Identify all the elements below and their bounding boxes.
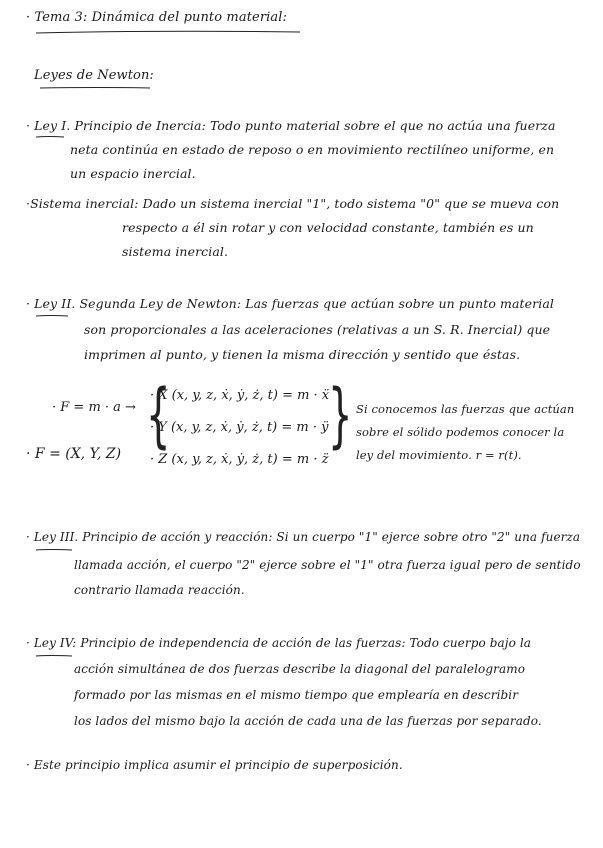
right-brace: } bbox=[328, 374, 353, 456]
component-z: · Z (x, y, z, ẋ, ẏ, ż, t) = m · z̈ bbox=[150, 452, 329, 467]
ley4-line-4: los lados del mismo bajo la acción de cada una de las fuerzas por separado. bbox=[74, 714, 542, 728]
ley3-line-3: contrario llamada reacción. bbox=[74, 583, 245, 597]
ley1-line-3: un espacio inercial. bbox=[70, 166, 196, 181]
ley1-line-1: · Ley I. Principio de Inercia: Todo punto material sobre el que no actúa una fuerza bbox=[26, 118, 556, 133]
ley2-line-1: · Ley II. Segunda Ley de Newton: Las fuerzas que actúan sobre un punto material bbox=[26, 296, 554, 311]
ley1-line-2: neta continúa en estado de reposo o en movimiento rectilíneo uniforme, en bbox=[70, 142, 555, 157]
ley4-line-2: acción simultánea de dos fuerzas describe la diagonal del paralelogramo bbox=[74, 662, 526, 676]
sistema-line-2: respecto a él sin rotar y con velocidad constante, también es un bbox=[122, 220, 534, 235]
ley2-line-2: son proporcionales a las aceleraciones (relativas a un S. R. Inercial) que bbox=[84, 322, 551, 337]
note-line-2: sobre el sólido podemos conocer la bbox=[356, 425, 565, 439]
final-line: · Este principio implica asumir el principio de superposición. bbox=[26, 758, 403, 772]
page-title: · Tema 3: Dinámica del punto material: bbox=[26, 10, 287, 25]
component-x: · X (x, y, z, ẋ, ẏ, ż, t) = m · ẍ bbox=[150, 388, 330, 403]
sistema-line-3: sistema inercial. bbox=[122, 244, 229, 259]
sistema-line-1: ·Sistema inercial: Dado un sistema inercial "1", todo sistema "0" que se mueva con bbox=[26, 196, 560, 211]
ley2-line-3: imprimen al punto, y tienen la misma dirección y sentido que éstas. bbox=[84, 347, 521, 362]
section-heading: Leyes de Newton: bbox=[34, 68, 154, 83]
note-line-1: Si conocemos las fuerzas que actúan bbox=[356, 402, 575, 416]
equation-force-components: · F = (X, Y, Z) bbox=[26, 446, 122, 462]
ley3-line-2: llamada acción, el cuerpo "2" ejerce sobre el "1" otra fuerza igual pero de sentido bbox=[74, 558, 581, 572]
component-y: · Y (x, y, z, ẋ, ẏ, ż, t) = m · ÿ bbox=[150, 420, 329, 435]
left-brace: { bbox=[146, 374, 171, 456]
equation-newton: · F = m · a → bbox=[52, 400, 136, 415]
note-line-3: ley del movimiento. r = r(t). bbox=[356, 448, 522, 462]
ley4-line-3: formado por las mismas en el mismo tiempo que emplearía en describir bbox=[74, 688, 519, 702]
ley3-line-1: · Ley III. Principio de acción y reacción: Si un cuerpo "1" ejerce sobre otro "2" una fuerza bbox=[26, 530, 581, 544]
ley4-line-1: · Ley IV: Principio de independencia de acción de las fuerzas: Todo cuerpo bajo la bbox=[26, 636, 532, 650]
